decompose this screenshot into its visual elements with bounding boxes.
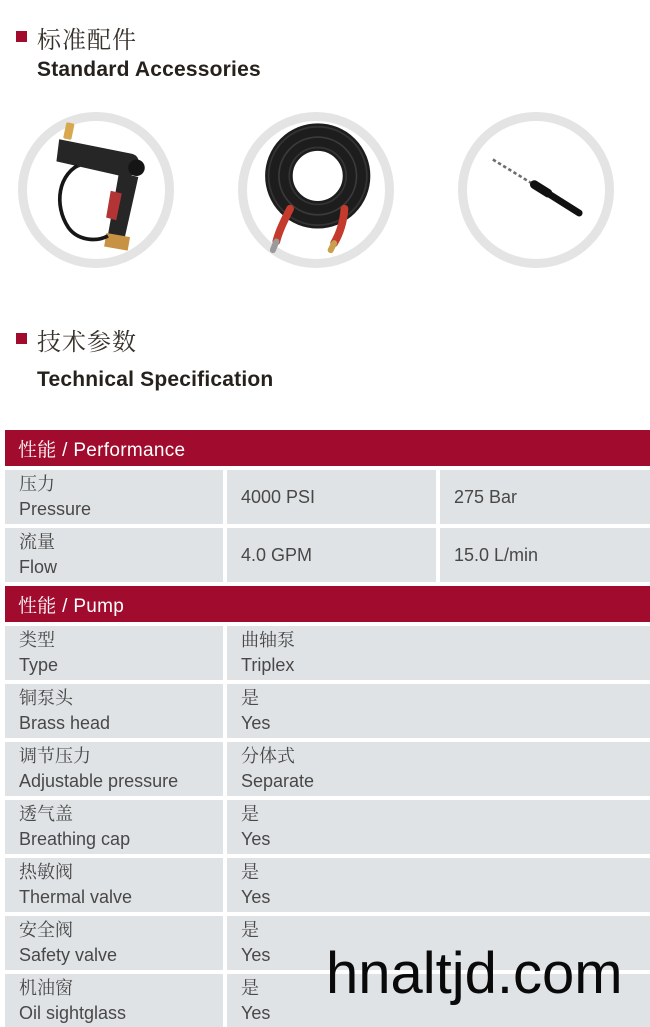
- spec-table: [5, 430, 650, 1027]
- row-label-zh: 透气盖: [19, 804, 73, 824]
- row-label-en: Pressure: [19, 499, 92, 519]
- lance-icon: [467, 119, 605, 262]
- table-row-flow: [5, 528, 650, 582]
- row-label-en: Oil sightglass: [19, 1003, 127, 1023]
- row-value-zh: 是: [241, 688, 259, 708]
- row-label: [5, 800, 223, 854]
- specs-title-en: Technical Specification: [37, 368, 274, 391]
- value-text: 4000 PSI: [241, 486, 316, 507]
- pressure-hose-icon: [247, 119, 385, 262]
- row-label: [5, 858, 223, 912]
- row-label-en: Adjustable pressure: [19, 771, 179, 791]
- row-value-zh: 曲轴泵: [241, 630, 295, 650]
- section-bullet-icon: [16, 31, 27, 42]
- row-value: [227, 800, 650, 854]
- row-value-zh: 是: [241, 920, 259, 940]
- row-label: [5, 916, 223, 970]
- row-value-zh: 是: [241, 978, 259, 998]
- accessory-circle-spray-gun: [18, 112, 174, 268]
- row-label-en: Thermal valve: [19, 887, 133, 907]
- watermark-text: hnaltjd.com: [326, 941, 623, 1006]
- value-text: 4.0 GPM: [241, 544, 313, 565]
- table-row-adjustable-pressure: [5, 742, 650, 796]
- row-label: [5, 626, 223, 680]
- table-row-thermal-valve: [5, 858, 650, 912]
- row-value-en: Yes: [241, 887, 271, 907]
- row-label-zh: 类型: [19, 630, 55, 650]
- specs-title-zh: 技术参数: [37, 329, 137, 356]
- row-value-en: Triplex: [241, 655, 295, 675]
- row-label: [5, 974, 223, 1027]
- row-label-zh: 热敏阀: [19, 862, 73, 882]
- row-label-zh: 调节压力: [19, 746, 91, 766]
- row-label: [5, 528, 223, 582]
- accessories-title-zh: 标准配件: [37, 27, 137, 54]
- row-value-lmin: [440, 528, 650, 582]
- value-text: 275 Bar: [454, 486, 518, 507]
- row-label: [5, 470, 223, 524]
- accessory-circle-lance: [458, 112, 614, 268]
- table-section-header-pump: 性能 / Pump: [5, 586, 650, 622]
- table-row-type: [5, 626, 650, 680]
- row-value-en: Yes: [241, 1003, 271, 1023]
- row-label-en: Flow: [19, 557, 58, 577]
- row-label-zh: 压力: [19, 474, 55, 494]
- row-label: [5, 684, 223, 738]
- row-label-en: Brass head: [19, 713, 111, 733]
- row-label-en: Safety valve: [19, 945, 118, 965]
- row-value: [227, 858, 650, 912]
- accessories-title-en: Standard Accessories: [37, 58, 261, 81]
- row-label-en: Breathing cap: [19, 829, 131, 849]
- row-value-zh: 是: [241, 862, 259, 882]
- row-value-zh: 分体式: [241, 746, 295, 766]
- table-row-brass-head: [5, 684, 650, 738]
- row-label-zh: 机油窗: [19, 978, 73, 998]
- accessories-image-row: [0, 112, 650, 288]
- row-label-zh: 铜泵头: [19, 688, 73, 708]
- spray-gun-icon: [27, 119, 165, 262]
- row-label-en: Type: [19, 655, 59, 675]
- row-value-psi: [227, 470, 436, 524]
- value-text: 15.0 L/min: [454, 544, 539, 565]
- row-value-en: Yes: [241, 945, 271, 965]
- row-value: [227, 626, 650, 680]
- accessory-circle-hose: [238, 112, 394, 268]
- row-value: [227, 742, 650, 796]
- row-value: [227, 684, 650, 738]
- row-value-zh: 是: [241, 804, 259, 824]
- row-label-zh: 流量: [19, 532, 55, 552]
- section-bullet-icon: [16, 333, 27, 344]
- row-label-zh: 安全阀: [19, 920, 73, 940]
- row-value-en: Yes: [241, 713, 271, 733]
- row-value-gpm: [227, 528, 436, 582]
- table-row-pressure: [5, 470, 650, 524]
- row-value-en: Yes: [241, 829, 271, 849]
- row-value-bar: [440, 470, 650, 524]
- table-section-header-performance: 性能 / Performance: [5, 430, 650, 466]
- row-label: [5, 742, 223, 796]
- table-row-breathing-cap: [5, 800, 650, 854]
- row-value-en: Separate: [241, 771, 315, 791]
